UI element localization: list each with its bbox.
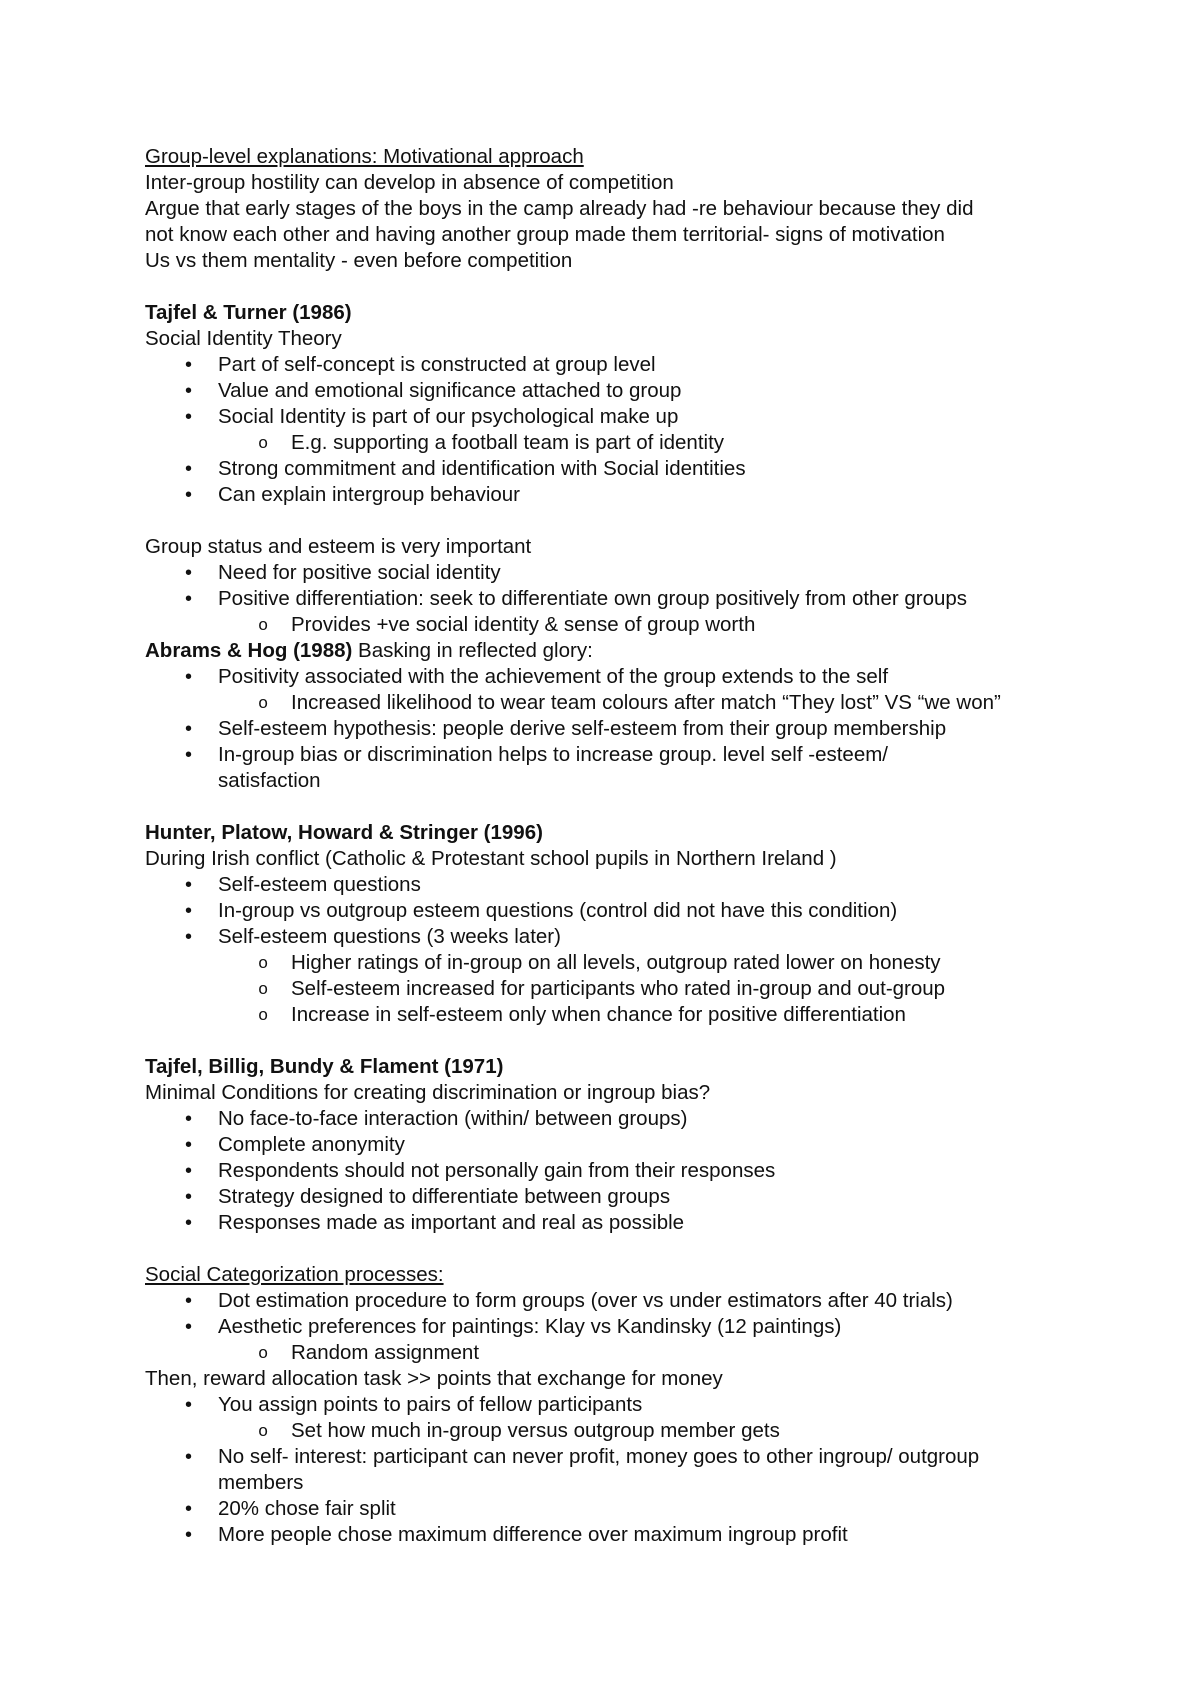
sub-list-item: o Self-esteem increased for participants who rated in-group and out-group (145, 976, 1105, 1002)
sub-list-item: o Provides +ve social identity & sense of group worth (145, 612, 1105, 638)
section-heading-categorization: Social Categorization processes: (145, 1263, 444, 1286)
sub-bullet-list (145, 1418, 1105, 1444)
bullet-list (145, 560, 1105, 612)
then-line: Then, reward allocation task >> points that exchange for money (145, 1367, 723, 1390)
bullet-list (145, 1288, 1105, 1340)
list-item: • No self- interest: participant can never profit, money goes to other ingroup/ outgroup members (145, 1444, 1018, 1496)
text-line: Us vs them mentality - even before competition (145, 249, 573, 272)
section-heading-tajfel-turner: Tajfel & Turner (1986) (145, 301, 352, 324)
abrams-hog-line (145, 638, 1105, 664)
list-item: • In-group vs outgroup esteem questions (control did not have this condition) (145, 898, 1105, 924)
bullet-list (145, 872, 1105, 950)
sub-bullet-list (145, 950, 1105, 1028)
section-heading-tajfel-billig: Tajfel, Billig, Bundy & Flament (1971) (145, 1055, 504, 1078)
sub-list-item: o Increased likelihood to wear team colours after match “They lost” VS “we won” (145, 690, 1105, 716)
list-item: • No face-to-face interaction (within/ between groups) (145, 1106, 1105, 1132)
list-item: • Respondents should not personally gain from their responses (145, 1158, 1105, 1184)
sub-bullet-list (145, 430, 1105, 456)
text-line: not know each other and having another group made them territorial- signs of motivation (145, 223, 945, 246)
sub-bullet-list (145, 690, 1105, 716)
list-item: • Can explain intergroup behaviour (145, 482, 1105, 508)
bullet-list (145, 1392, 1105, 1418)
abrams-hog-topic: Basking in reflected glory: (352, 639, 593, 662)
list-item: • Self-esteem questions (3 weeks later) (145, 924, 1105, 950)
sub-bullet-list (145, 612, 1105, 638)
section-heading-hunter: Hunter, Platow, Howard & Stringer (1996) (145, 821, 543, 844)
list-item: • Aesthetic preferences for paintings: Klay vs Kandinsky (12 paintings) (145, 1314, 1105, 1340)
list-item: • Self-esteem questions (145, 872, 1105, 898)
section-subtitle: Minimal Conditions for creating discrimination or ingroup bias? (145, 1081, 711, 1104)
bullet-list (145, 352, 1105, 430)
abrams-hog-citation: Abrams & Hog (1988) (145, 639, 353, 662)
list-item: • Dot estimation procedure to form groups (over vs under estimators after 40 trials) (145, 1288, 1105, 1314)
section-intro: Group status and esteem is very important (145, 535, 532, 558)
list-item: • Strategy designed to differentiate between groups (145, 1184, 1105, 1210)
section-heading-motivational: Group-level explanations: Motivational approach (145, 145, 584, 168)
sub-list-item: o E.g. supporting a football team is part of identity (145, 430, 1105, 456)
document-page (145, 144, 1105, 1548)
list-item: • Need for positive social identity (145, 560, 1105, 586)
bullet-list (145, 664, 1105, 690)
list-item: • Strong commitment and identification with Social identities (145, 456, 1105, 482)
sub-list-item: o Random assignment (145, 1340, 1105, 1366)
list-item: • You assign points to pairs of fellow participants (145, 1392, 1105, 1418)
sub-list-item: o Set how much in-group versus outgroup member gets (145, 1418, 1105, 1444)
list-item: • More people chose maximum difference over maximum ingroup profit (145, 1522, 1105, 1548)
bullet-list (145, 716, 1105, 794)
section-subtitle: During Irish conflict (Catholic & Protestant school pupils in Northern Ireland ) (145, 847, 837, 870)
list-item: • Responses made as important and real as possible (145, 1210, 1105, 1236)
list-item: • Positive differentiation: seek to differentiate own group positively from other groups (145, 586, 1105, 612)
sub-bullet-list (145, 1340, 1105, 1366)
list-item: • Value and emotional significance attached to group (145, 378, 1105, 404)
bullet-list (145, 456, 1105, 508)
list-item: • Complete anonymity (145, 1132, 1105, 1158)
list-item: • Positivity associated with the achievement of the group extends to the self (145, 664, 1105, 690)
text-line: Inter-group hostility can develop in absence of competition (145, 171, 674, 194)
text-line: Argue that early stages of the boys in the camp already had -re behaviour because they did (145, 197, 974, 220)
bullet-list (145, 1106, 1105, 1236)
list-item: • Part of self-concept is constructed at group level (145, 352, 1105, 378)
sub-list-item: o Higher ratings of in-group on all levels, outgroup rated lower on honesty (145, 950, 1105, 976)
section-subtitle: Social Identity Theory (145, 327, 342, 350)
list-item: • Social Identity is part of our psychological make up (145, 404, 1105, 430)
sub-list-item: o Increase in self-esteem only when chance for positive differentiation (145, 1002, 1105, 1028)
list-item: • 20% chose fair split (145, 1496, 1105, 1522)
bullet-list (145, 1444, 1105, 1548)
list-item: • Self-esteem hypothesis: people derive self-esteem from their group membership (145, 716, 1105, 742)
list-item: • In-group bias or discrimination helps to increase group. level self -esteem/ satisfaction (145, 742, 938, 794)
